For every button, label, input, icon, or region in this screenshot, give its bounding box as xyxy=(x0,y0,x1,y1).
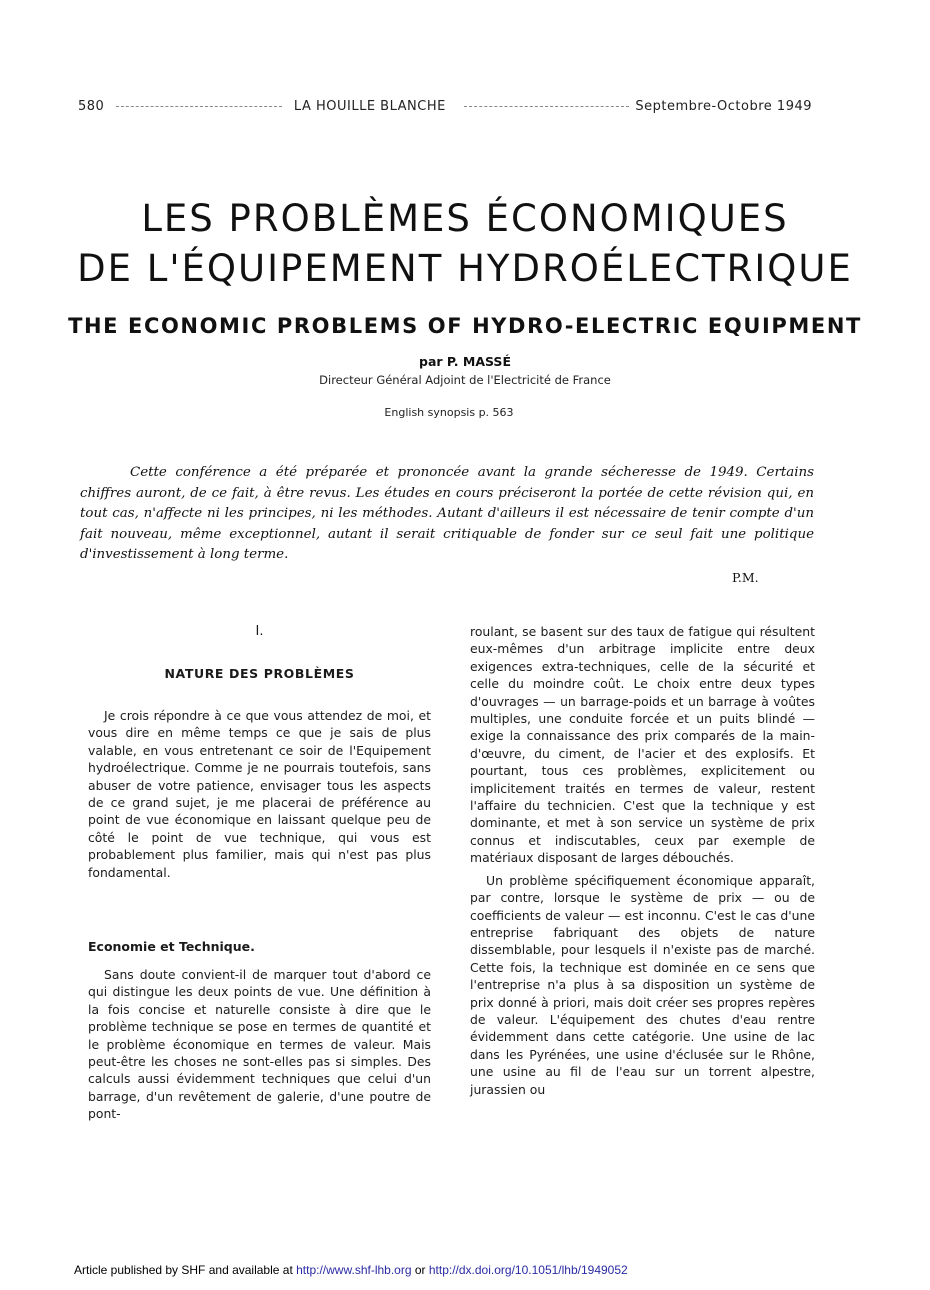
left-paragraph-2 xyxy=(88,966,431,1123)
header-rule-right xyxy=(464,106,630,107)
running-header xyxy=(78,96,812,116)
section-number: I. xyxy=(255,624,264,639)
footer-middle: or xyxy=(411,1263,429,1277)
page-number: 580 xyxy=(78,98,105,114)
left-paragraph-1 xyxy=(88,707,431,881)
abstract-text: Cette conférence a été préparée et prononcée avant la grande sécheresse de 1949. Certains chiffres auront, de ce fait, à être revus. Les études en cours préciseront la portée de cette révision qui, en tout cas, n'affecte ni les principes, ni les méthodes. Autant d'ailleurs il est nécessaire de tenir compte d'un fait nouveau, même exceptionnel, autant il serait critiquable de fonder sur ce seul fait une politique d'investissement à long terme. xyxy=(80,465,814,563)
paragraph-text: Sans doute convient-il de marquer tout d'abord ce qui distingue les deux points de vue. Une définition à la fois concise et naturelle consiste à dire que le problème technique se pose en termes de quantité et le problème économique en termes de valeur. Mais peut-être les choses ne sont-elles pas si simples. Des calculs aussi évidemment techniques que celui d'un barrage, d'un revêtement de galerie, d'une poutre de pont- xyxy=(88,967,431,1122)
author-byline: par P. MASSÉ xyxy=(419,354,511,369)
abstract-signature: P.M. xyxy=(732,570,759,585)
subsection-heading: Economie et Technique. xyxy=(88,939,255,954)
english-synopsis-note: English synopsis p. 563 xyxy=(384,406,514,419)
footer-link-shf[interactable]: http://www.shf-lhb.org xyxy=(296,1263,412,1277)
author-affiliation: Directeur Général Adjoint de l'Electricité de France xyxy=(319,373,611,387)
right-paragraph-1: roulant, se basent sur des taux de fatigue qui résultent eux-mêmes d'un arbitrage implicite entre deux exigences extra-techniques, celle de la sécurité et celle du moindre coût. Le choix entre deux types d'ouvrages — un barrage-poids et un barrage à voûtes multiples, une conduite forcée et un puits blindé — exige la connaissance des prix comparés de la main-d'œuvre, du ciment, de l'acier et des explosifs. Et pourtant, tous ces problèmes, explicitement ou implicitement traités en termes de valeur, restent l'affaire du technicien. C'est que la technique y est dominante, et met à son service un système de prix connus et indiscutables, ceux par exemple de matériaux disposant de larges débouchés. xyxy=(470,624,815,866)
footer-link-doi[interactable]: http://dx.doi.org/10.1051/lhb/1949052 xyxy=(428,1263,628,1277)
title-line-1: LES PROBLÈMES ÉCONOMIQUES xyxy=(141,197,789,240)
issue-date: Septembre-Octobre 1949 xyxy=(635,98,813,114)
journal-name: LA HOUILLE BLANCHE xyxy=(293,98,446,114)
abstract xyxy=(80,463,814,566)
paragraph-text: Je crois répondre à ce que vous attendez de moi, et vous dire en même temps ce que je sais de plus valable, en vous entretenant ce soir de l'Equipement hydroélectrique. Comme je ne pourrais toutefois, sans abuser de votre patience, envisager tous les aspects de ce grand sujet, je me placerai de préférence au point de vue économique en laissant quelque peu de côté le point de vue technique, qui vous est probablement plus familier, mais qui n'est pas plus fondamental. xyxy=(88,708,431,880)
header-rule-left xyxy=(116,106,282,107)
english-title: THE ECONOMIC PROBLEMS OF HYDRO-ELECTRIC EQUIPMENT xyxy=(68,314,862,338)
footer-prefix: Article published by SHF and available at xyxy=(74,1263,297,1277)
right-column xyxy=(470,623,815,1098)
right-paragraph-2: Un problème spécifiquement économique apparaît, par contre, lorsque le système de prix — ou de coefficients de valeur — est inconnu. C'est le cas d'une entreprise fabriquant des objets de nature dissemblable, pour lesquels il n'existe pas de marché. Cette fois, la technique est dominée en ce sens que l'entreprise n'a plus à sa disposition un système de prix donné à priori, mais doit créer ses propres repères de valeur. L'équipement des chutes d'eau rentre évidemment dans cette catégorie. Une usine de lac dans les Pyrénées, une usine d'éclusée sur le Rhône, une usine au fil de l'eau sur un torrent alpestre, jurassien ou xyxy=(470,872,815,1097)
footer-notice xyxy=(74,1263,628,1277)
section-title: NATURE DES PROBLÈMES xyxy=(164,666,355,681)
title-line-2: DE L'ÉQUIPEMENT HYDROÉLECTRIQUE xyxy=(77,247,853,290)
